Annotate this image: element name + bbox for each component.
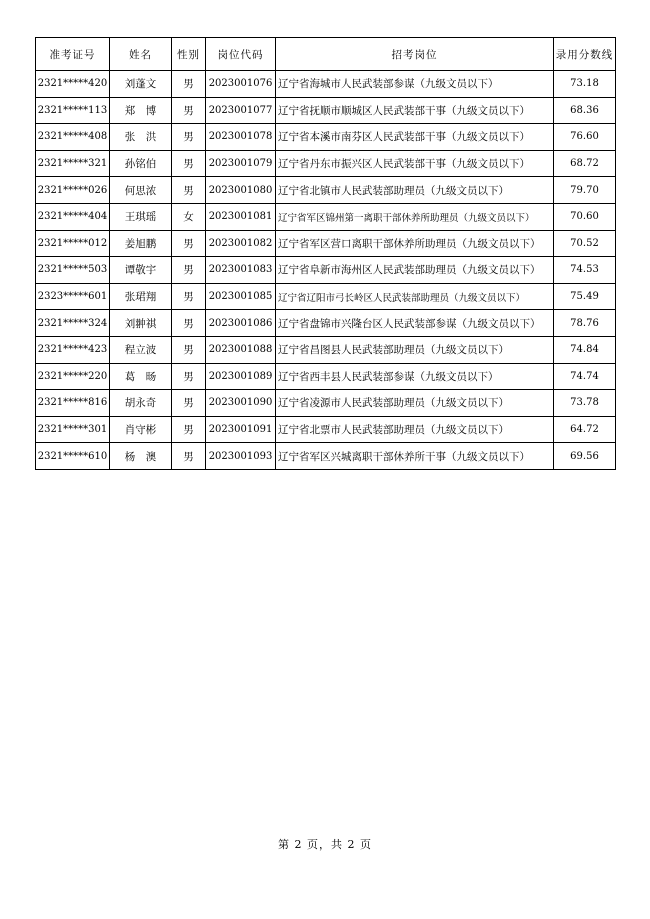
cell-name: 刘蓬文 bbox=[110, 71, 172, 98]
cell-name: 张 洪 bbox=[110, 124, 172, 151]
table-row bbox=[36, 363, 616, 390]
cell-gender: 女 bbox=[172, 203, 206, 230]
header-name: 姓名 bbox=[110, 38, 172, 71]
cell-name: 姜旭鹏 bbox=[110, 230, 172, 257]
table-row bbox=[36, 203, 616, 230]
cell-post-code: 2023001076 bbox=[206, 71, 276, 98]
table-row bbox=[36, 124, 616, 151]
header-position: 招考岗位 bbox=[276, 38, 554, 71]
cell-post-code: 2023001089 bbox=[206, 363, 276, 390]
cell-name: 刘翀祺 bbox=[110, 310, 172, 337]
cell-exam-id: 2321*****404 bbox=[36, 203, 110, 230]
cell-post-code: 2023001088 bbox=[206, 336, 276, 363]
cell-post-code: 2023001093 bbox=[206, 443, 276, 470]
cell-post-code: 2023001078 bbox=[206, 124, 276, 151]
cell-exam-id: 2321*****503 bbox=[36, 257, 110, 284]
cell-gender: 男 bbox=[172, 336, 206, 363]
cell-position: 辽宁省军区营口离职干部休养所助理员（九级文员以下） bbox=[276, 230, 554, 257]
cell-post-code: 2023001085 bbox=[206, 283, 276, 310]
table-row bbox=[36, 443, 616, 470]
table-row bbox=[36, 150, 616, 177]
cell-exam-id: 2321*****026 bbox=[36, 177, 110, 204]
cell-name: 郑 博 bbox=[110, 97, 172, 124]
cell-exam-id: 2321*****423 bbox=[36, 336, 110, 363]
cell-position: 辽宁省凌源市人民武装部助理员（九级文员以下） bbox=[276, 390, 554, 417]
cell-score: 69.56 bbox=[554, 443, 616, 470]
cell-score: 78.76 bbox=[554, 310, 616, 337]
cell-position: 辽宁省抚顺市顺城区人民武装部干事（九级文员以下） bbox=[276, 97, 554, 124]
cell-score: 74.74 bbox=[554, 363, 616, 390]
cell-score: 64.72 bbox=[554, 416, 616, 443]
cell-score: 73.78 bbox=[554, 390, 616, 417]
table-row bbox=[36, 97, 616, 124]
cell-exam-id: 2321*****113 bbox=[36, 97, 110, 124]
table-row bbox=[36, 390, 616, 417]
cell-name: 杨 澳 bbox=[110, 443, 172, 470]
cell-name: 张珺翔 bbox=[110, 283, 172, 310]
table-row bbox=[36, 71, 616, 98]
cell-post-code: 2023001079 bbox=[206, 150, 276, 177]
cell-exam-id: 2323*****601 bbox=[36, 283, 110, 310]
cell-name: 程立波 bbox=[110, 336, 172, 363]
cell-position: 辽宁省军区锦州第一离职干部休养所助理员（九级文员以下） bbox=[276, 203, 554, 230]
cell-exam-id: 2321*****321 bbox=[36, 150, 110, 177]
header-score: 录用分数线 bbox=[554, 38, 616, 71]
cell-position: 辽宁省丹东市振兴区人民武装部干事（九级文员以下） bbox=[276, 150, 554, 177]
cell-position: 辽宁省盘锦市兴隆台区人民武装部参谋（九级文员以下） bbox=[276, 310, 554, 337]
header-gender: 性别 bbox=[172, 38, 206, 71]
cell-exam-id: 2321*****301 bbox=[36, 416, 110, 443]
cell-post-code: 2023001077 bbox=[206, 97, 276, 124]
cell-post-code: 2023001080 bbox=[206, 177, 276, 204]
admission-table-sheet bbox=[35, 37, 616, 470]
cell-gender: 男 bbox=[172, 443, 206, 470]
cell-exam-id: 2321*****408 bbox=[36, 124, 110, 151]
cell-post-code: 2023001086 bbox=[206, 310, 276, 337]
cell-score: 75.49 bbox=[554, 283, 616, 310]
cell-gender: 男 bbox=[172, 310, 206, 337]
cell-score: 74.53 bbox=[554, 257, 616, 284]
cell-post-code: 2023001081 bbox=[206, 203, 276, 230]
cell-score: 70.52 bbox=[554, 230, 616, 257]
cell-score: 79.70 bbox=[554, 177, 616, 204]
cell-gender: 男 bbox=[172, 177, 206, 204]
cell-gender: 男 bbox=[172, 150, 206, 177]
table-row bbox=[36, 257, 616, 284]
cell-name: 肖守彬 bbox=[110, 416, 172, 443]
cell-post-code: 2023001083 bbox=[206, 257, 276, 284]
cell-position: 辽宁省北票市人民武装部助理员（九级文员以下） bbox=[276, 416, 554, 443]
cell-gender: 男 bbox=[172, 124, 206, 151]
cell-post-code: 2023001091 bbox=[206, 416, 276, 443]
cell-exam-id: 2321*****420 bbox=[36, 71, 110, 98]
cell-exam-id: 2321*****610 bbox=[36, 443, 110, 470]
table-row bbox=[36, 336, 616, 363]
header-exam-id: 准考证号 bbox=[36, 38, 110, 71]
cell-gender: 男 bbox=[172, 230, 206, 257]
cell-gender: 男 bbox=[172, 390, 206, 417]
cell-name: 谭敬宇 bbox=[110, 257, 172, 284]
cell-name: 葛 旸 bbox=[110, 363, 172, 390]
cell-position: 辽宁省北镇市人民武装部助理员（九级文员以下） bbox=[276, 177, 554, 204]
cell-name: 何思浓 bbox=[110, 177, 172, 204]
cell-exam-id: 2321*****012 bbox=[36, 230, 110, 257]
page-number-footer: 第 2 页，共 2 页 bbox=[278, 838, 372, 851]
table-header-row bbox=[36, 38, 616, 71]
table-row bbox=[36, 230, 616, 257]
cell-post-code: 2023001082 bbox=[206, 230, 276, 257]
table-row bbox=[36, 177, 616, 204]
cell-position: 辽宁省海城市人民武装部参谋（九级文员以下） bbox=[276, 71, 554, 98]
cell-gender: 男 bbox=[172, 416, 206, 443]
cell-gender: 男 bbox=[172, 97, 206, 124]
cell-position: 辽宁省辽阳市弓长岭区人民武装部助理员（九级文员以下） bbox=[276, 283, 554, 310]
cell-score: 70.60 bbox=[554, 203, 616, 230]
admission-score-table bbox=[35, 37, 616, 470]
cell-name: 胡永奇 bbox=[110, 390, 172, 417]
cell-score: 73.18 bbox=[554, 71, 616, 98]
cell-exam-id: 2321*****220 bbox=[36, 363, 110, 390]
cell-position: 辽宁省军区兴城离职干部休养所干事（九级文员以下） bbox=[276, 443, 554, 470]
cell-score: 74.84 bbox=[554, 336, 616, 363]
table-row bbox=[36, 283, 616, 310]
cell-name: 孙铭伯 bbox=[110, 150, 172, 177]
cell-score: 68.72 bbox=[554, 150, 616, 177]
cell-position: 辽宁省昌图县人民武装部助理员（九级文员以下） bbox=[276, 336, 554, 363]
cell-score: 76.60 bbox=[554, 124, 616, 151]
cell-exam-id: 2321*****816 bbox=[36, 390, 110, 417]
table-row bbox=[36, 416, 616, 443]
cell-position: 辽宁省阜新市海州区人民武装部助理员（九级文员以下） bbox=[276, 257, 554, 284]
cell-post-code: 2023001090 bbox=[206, 390, 276, 417]
cell-exam-id: 2321*****324 bbox=[36, 310, 110, 337]
cell-position: 辽宁省西丰县人民武装部参谋（九级文员以下） bbox=[276, 363, 554, 390]
header-post-code: 岗位代码 bbox=[206, 38, 276, 71]
cell-position: 辽宁省本溪市南芬区人民武装部干事（九级文员以下） bbox=[276, 124, 554, 151]
table-row bbox=[36, 310, 616, 337]
cell-name: 王琪瑶 bbox=[110, 203, 172, 230]
cell-gender: 男 bbox=[172, 283, 206, 310]
cell-gender: 男 bbox=[172, 257, 206, 284]
cell-score: 68.36 bbox=[554, 97, 616, 124]
cell-gender: 男 bbox=[172, 363, 206, 390]
cell-gender: 男 bbox=[172, 71, 206, 98]
